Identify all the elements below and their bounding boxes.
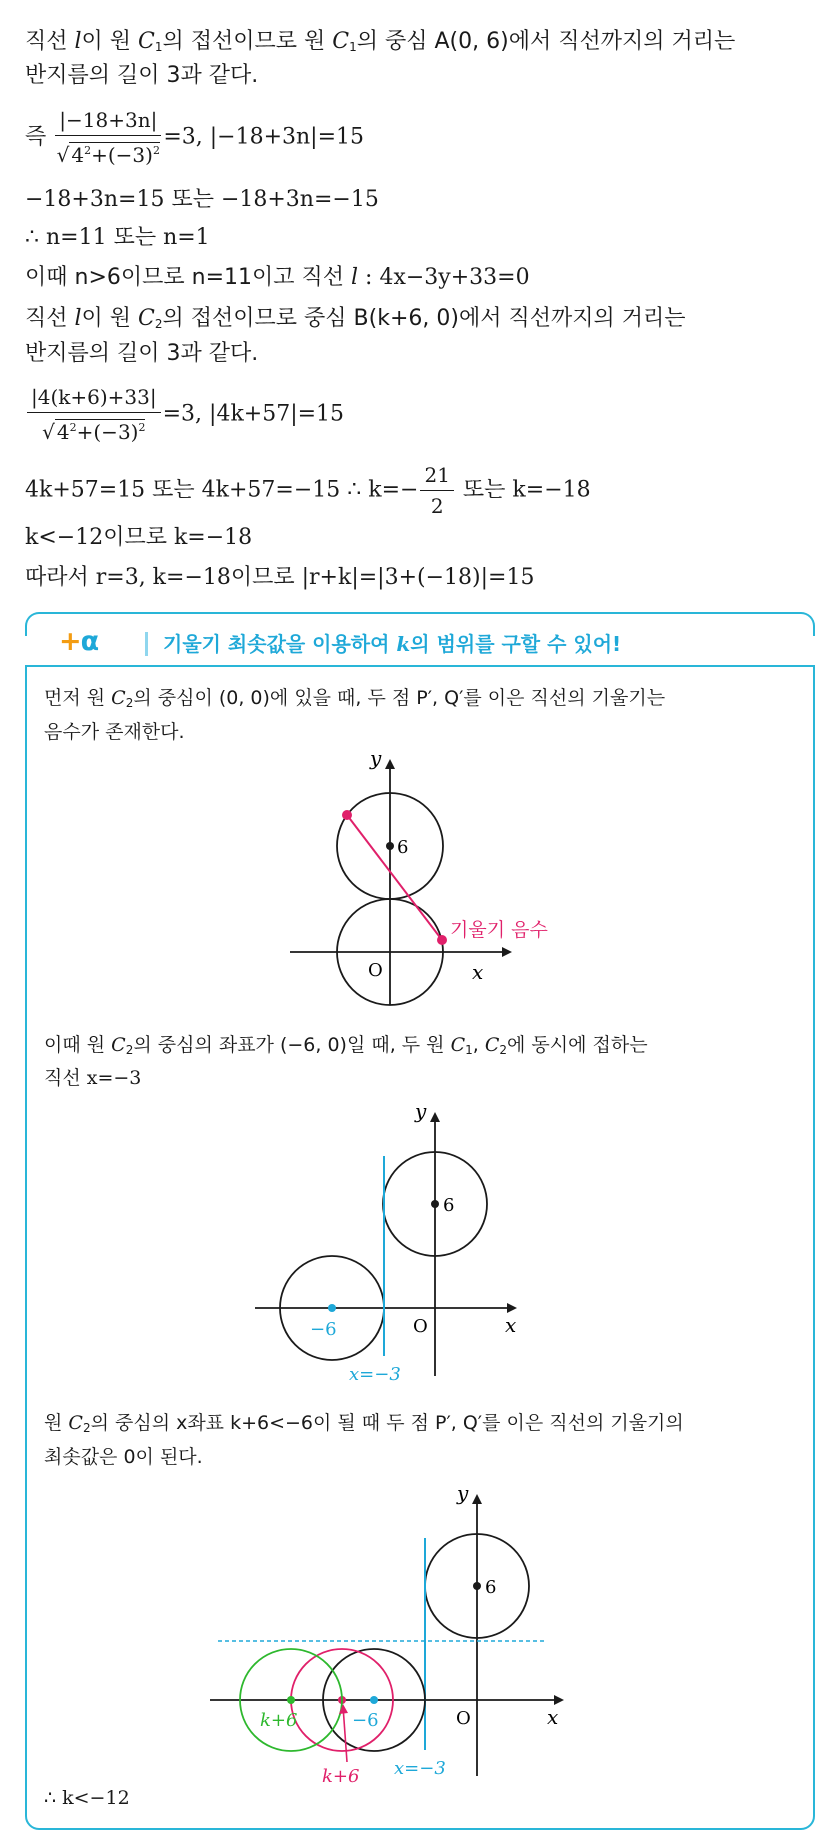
point-q (437, 935, 447, 945)
neg-six-label: −6 (352, 1710, 379, 1731)
x-axis-label: x (505, 1313, 517, 1337)
center-point (431, 1200, 439, 1208)
origin-label: O (368, 960, 383, 981)
center-label: 6 (443, 1195, 455, 1216)
x-arrow (554, 1695, 564, 1705)
slope-label: 기울기 음수 (450, 919, 548, 941)
tip-para-5: 원 $C_2$의 중심의 x좌표 k+6<−6이 될 때 두 점 P′, Q′를 이은 직선의 기울기의 (44, 1412, 684, 1435)
tip-para-1: 먼저 원 $C_2$의 중심이 (0, 0)에 있을 때, 두 점 P′, Q′를 이은 직선의 기울기는 (44, 687, 666, 710)
graph-1 (280, 745, 580, 1015)
x-arrow (507, 1303, 517, 1313)
center-green (287, 1696, 295, 1704)
fraction-3: $\frac{21}{2}$ (420, 462, 453, 519)
tip-para-2: 음수가 존재한다. (44, 721, 185, 743)
tip-header (25, 612, 815, 664)
red-label: k+6 (322, 1766, 360, 1787)
y-axis-label: y (457, 1481, 469, 1505)
tip-para-6: 최솟값은 0이 된다. (44, 1446, 203, 1468)
green-label: k+6 (260, 1710, 298, 1731)
plus-alpha-badge: +α (59, 626, 99, 657)
center-label: 6 (397, 837, 409, 858)
tip-title: 기울기 최솟값을 이용하여 k의 범위를 구할 수 있어! (163, 632, 622, 656)
solution-line-1: 직선 l이 원 $C_1$의 접선이므로 원 $C_1$의 중심 A(0, 6)에서 직선까지의 거리는 (25, 29, 736, 54)
solution-line-8: 반지름의 길이 3과 같다. (25, 341, 259, 366)
solution-line-7: 직선 l이 원 $C_2$의 접선이므로 중심 B(k+6, 0)에서 직선까지의 거리는 (25, 306, 686, 331)
y-axis-label: y (370, 746, 382, 770)
solution-line-10: 4k+57=15 또는 4k+57=−15 ∴ k=− $\frac{21}{2}$ 또는 k=−18 (25, 463, 591, 518)
y-arrow (430, 1112, 440, 1122)
solution-line-5: ∴ n=11 또는 n=1 (25, 225, 210, 250)
origin-label: O (413, 1316, 428, 1337)
y-arrow (472, 1494, 482, 1504)
solution-line-4: −18+3n=15 또는 −18+3n=−15 (25, 187, 379, 212)
solution-line-6: 이때 n>6이므로 n=11이고 직선 l : 4x−3y+33=0 (25, 265, 530, 290)
fraction-1: $\frac{|-18+3n|}{√ 4^2+(-3)^2}$ (56, 108, 160, 167)
solution-line-12: 따라서 r=3, k=−18이므로 |r+k|=|3+(−18)|=15 (25, 565, 535, 590)
tip-conclusion: ∴ k<−12 (44, 1787, 130, 1809)
center-label: 6 (485, 1577, 497, 1598)
red-pointer (343, 1706, 347, 1762)
tangent-segment (347, 815, 442, 940)
solution-line-11: k<−12이므로 k=−18 (25, 525, 253, 550)
point-p (342, 810, 352, 820)
solution-line-2: 반지름의 길이 3과 같다. (25, 63, 259, 88)
line-label: x=−3 (394, 1758, 446, 1779)
solution-line-9: $\frac{|4(k+6)+33|}{√ 4^2+(-3)^2}$ =3, |4k+57|=15 (25, 384, 344, 445)
x-axis-label: x (547, 1705, 559, 1729)
x-arrow (502, 947, 512, 957)
y-axis-label: y (415, 1099, 427, 1123)
line-label: x=−3 (349, 1364, 401, 1385)
center-point (473, 1582, 481, 1590)
graph-3 (200, 1480, 600, 1790)
center-neg6 (370, 1696, 378, 1704)
tip-para-3: 이때 원 $C_2$의 중심의 좌표가 (−6, 0)일 때, 두 원 $C_1$, $C_2$에 동시에 접하는 (44, 1034, 648, 1057)
origin-label: O (456, 1708, 471, 1729)
fraction-2: $\frac{|4(k+6)+33|}{√ 4^2+(-3)^2}$ (27, 384, 161, 445)
center-c2 (328, 1304, 336, 1312)
center-point (386, 842, 394, 850)
solution-line-3: 즉 $\frac{|-18+3n|}{√ 4^2+(-3)^2}$ =3, |−18+3n|=15 (25, 108, 365, 167)
divider (145, 632, 148, 656)
y-arrow (385, 759, 395, 769)
tip-para-4: 직선 x=−3 (44, 1067, 142, 1089)
neg-six-label: −6 (310, 1319, 337, 1340)
x-axis-label: x (472, 960, 484, 984)
graph-2 (245, 1098, 545, 1398)
